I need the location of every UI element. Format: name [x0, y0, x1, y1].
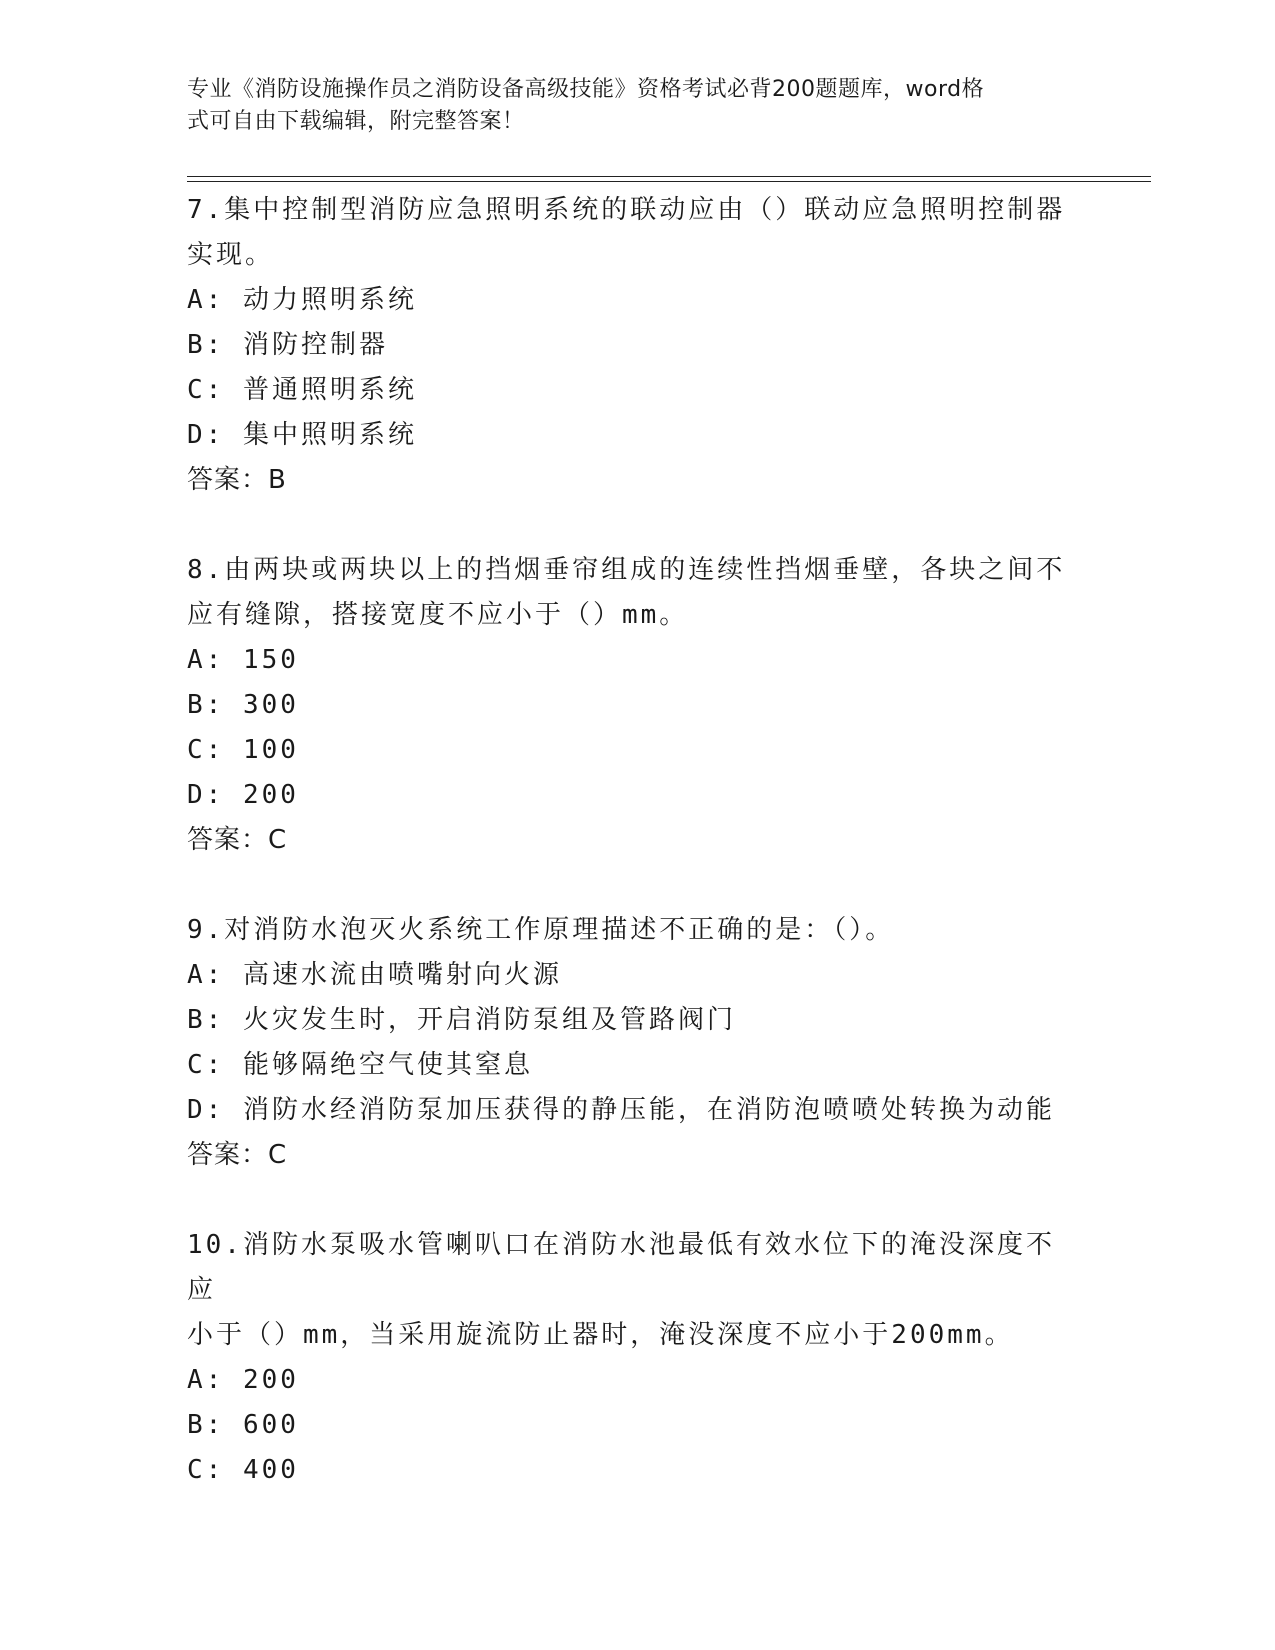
header-divider-bottom — [187, 181, 1151, 182]
question-stem: 8.由两块或两块以上的挡烟垂帘组成的连续性挡烟垂壁，各块之间不 — [187, 555, 1066, 585]
spacer — [187, 503, 1077, 548]
spacer — [187, 1178, 1077, 1223]
header-divider-top — [187, 176, 1151, 177]
option-c: C: 400 — [187, 1455, 299, 1485]
question-stem: 7.集中控制型消防应急照明系统的联动应由（）联动应急照明控制器 — [187, 195, 1066, 225]
question-stem: 应有缝隙，搭接宽度不应小于（）mm。 — [187, 600, 689, 630]
question-stem: 实现。 — [187, 240, 275, 270]
question-stem: 小于（）mm，当采用旋流防止器时，淹没深度不应小于200mm。 — [187, 1320, 1014, 1350]
question-stem: 9.对消防水泡灭火系统工作原理描述不正确的是：（）。 — [187, 915, 895, 945]
option-b: B: 火灾发生时，开启消防泵组及管路阀门 — [187, 1005, 736, 1035]
header-line-2: 式可自由下载编辑，附完整答案！ — [187, 109, 525, 134]
option-b: B: 消防控制器 — [187, 330, 388, 360]
option-b: B: 300 — [187, 690, 299, 720]
question-10 — [187, 1223, 1077, 1493]
option-a: A: 150 — [187, 645, 299, 675]
option-a: A: 200 — [187, 1365, 299, 1395]
option-d: D: 消防水经消防泵加压获得的静压能，在消防泡喷喷处转换为动能 — [187, 1095, 1055, 1125]
option-a: A: 动力照明系统 — [187, 285, 417, 315]
answer: 答案：C — [187, 1140, 288, 1170]
spacer — [187, 863, 1077, 908]
header-line-1: 专业《消防设施操作员之消防设备高级技能》资格考试必背200题题库，word格 — [187, 77, 985, 102]
answer: 答案：C — [187, 825, 288, 855]
option-c: C: 普通照明系统 — [187, 375, 417, 405]
answer: 答案：B — [187, 465, 287, 495]
question-8 — [187, 548, 1077, 863]
option-c: C: 能够隔绝空气使其窒息 — [187, 1050, 533, 1080]
document-header — [187, 74, 1067, 138]
option-a: A: 高速水流由喷嘴射向火源 — [187, 960, 562, 990]
question-7 — [187, 188, 1077, 503]
option-b: B: 600 — [187, 1410, 299, 1440]
option-d: D: 200 — [187, 780, 299, 810]
option-d: D: 集中照明系统 — [187, 420, 417, 450]
question-list — [187, 188, 1077, 1493]
question-9 — [187, 908, 1077, 1178]
option-c: C: 100 — [187, 735, 299, 765]
question-stem: 10.消防水泵吸水管喇叭口在消防水池最低有效水位下的淹没深度不应 — [187, 1230, 1055, 1305]
